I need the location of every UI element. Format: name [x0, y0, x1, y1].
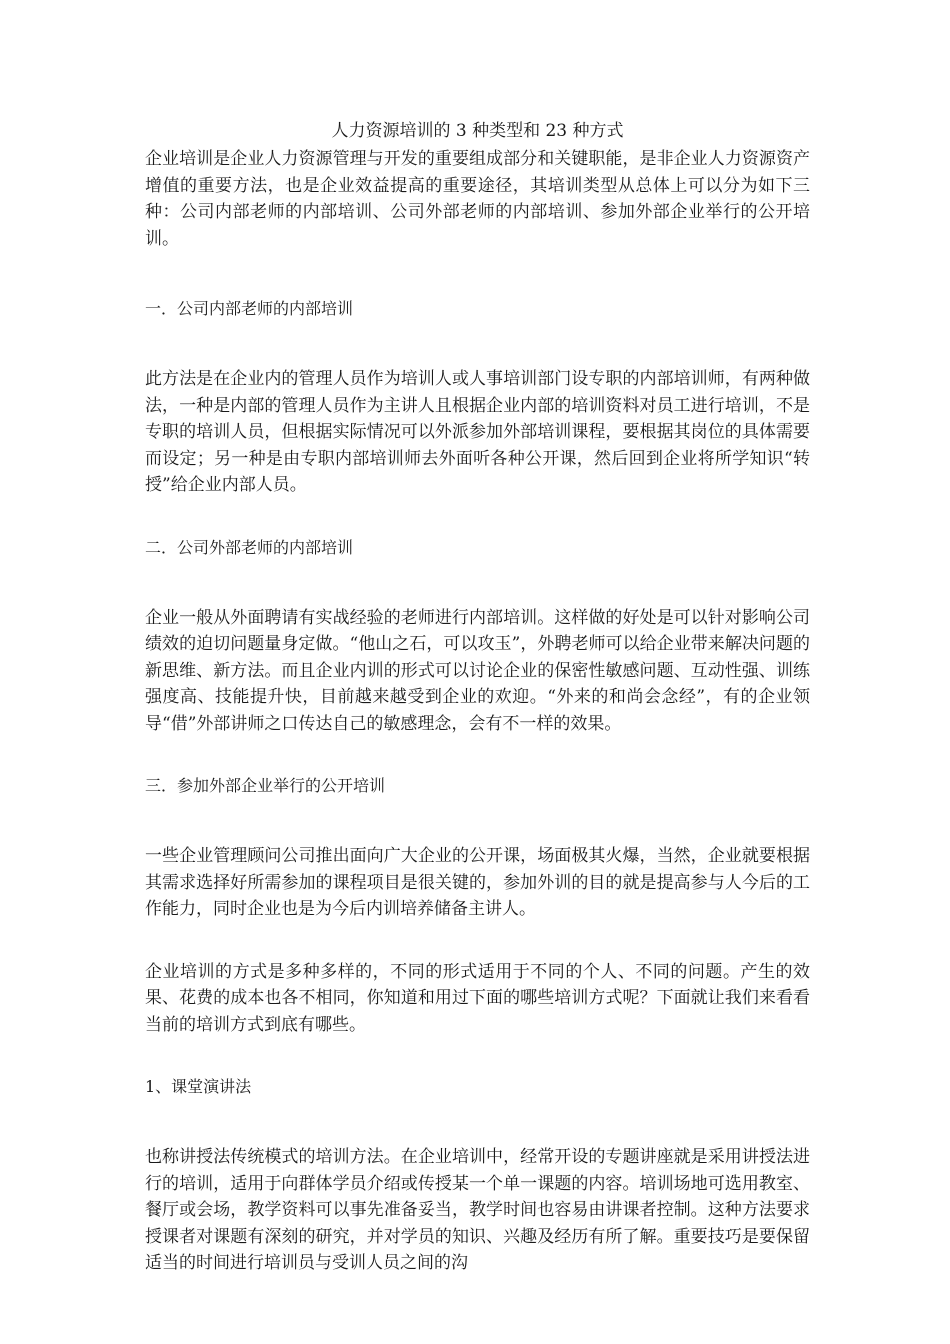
intro-paragraph: 企业培训是企业人力资源管理与开发的重要组成部分和关键职能，是非企业人力资源资产增值的重要方法，也是企业效益提高的重要途径，其培训类型从总体上可以分为如下三种：公司内部老师的内部培训、公司外部老师的内部培训、参加外部企业举行的公开培训。: [145, 149, 810, 249]
spacer: [145, 923, 810, 959]
section-1-body: 此方法是在企业内的管理人员作为培训人或人事培训部门设专职的内部培训师，有两种做法，一种是内部的管理人员作为主讲人且根据企业内部的培训资料对员工进行培训，不是专职的培训人员，但根据实际情况可以外派参加外部培训课程，要根据其岗位的具体需要而设定；另一种是由专职内部培训师去外面听各种公开课，然后回到企业将所学知识“转授”给企业内部人员。: [145, 369, 810, 495]
spacer: [145, 252, 810, 296]
spacer: [145, 1100, 810, 1144]
section-2-body: 企业一般从外面聘请有实战经验的老师进行内部培训。这样做的好处是可以针对影响公司绩效的迫切问题量身定做。“他山之石，可以攻玉”，外聘老师可以给企业带来解决问题的新思维、新方法。而且企业内训的形式可以讨论企业的保密性敏感问题、互动性强、训练强度高、技能提升快，目前越来越受到企业的欢迎。“外来的和尚会念经”，有的企业领导“借”外部讲师之口传达自己的敏感理念，会有不一样的效果。: [145, 607, 810, 734]
document-title: 人力资源培训的 3 种类型和 23 种方式: [331, 121, 624, 141]
section-1-heading: 一．公司内部老师的内部培训: [145, 299, 354, 318]
section-3-body: 一些企业管理顾问公司推出面向广大企业的公开课，场面极其火爆，当然，企业就要根据其需求选择好所需参加的课程项目是很关键的，参加外训的目的就是提高参与人今后的工作能力，同时企业也是为今后内训培养储备主讲人。: [145, 846, 810, 919]
transition-paragraph: 企业培训的方式是多种多样的，不同的形式适用于不同的个人、不同的问题。产生的效果、花费的成本也各不相同，你知道和用过下面的哪些培训方式呢？下面就让我们来看看当前的培训方式到底有哪些。: [145, 961, 810, 1035]
method-1-body: 也称讲授法传统模式的培训方法。在企业培训中，经常开设的专题讲座就是采用讲授法进行的培训，适用于向群体学员介绍或传授某一个单一课题的内容。培训场地可选用教室、餐厅或会场，教学资料可以事先准备妥当，教学时间也容易由讲课者控制。这种方法要求授课者对课题有深刻的研究，并对学员的知识、兴趣及经历有所了解。重要技巧是要保留适当的时间进行培训员与受训人员之间的沟: [145, 1147, 810, 1273]
spacer: [145, 1038, 810, 1074]
spacer: [145, 561, 810, 605]
section-3-heading: 三．参加外部企业举行的公开培训: [145, 776, 386, 795]
section-2-heading: 二．公司外部老师的内部培训: [145, 537, 354, 557]
document-body: [145, 118, 810, 1277]
method-1-heading: 1、课堂演讲法: [145, 1077, 252, 1096]
spacer: [145, 499, 810, 535]
spacer: [145, 737, 810, 773]
spacer: [145, 322, 810, 366]
spacer: [145, 799, 810, 843]
